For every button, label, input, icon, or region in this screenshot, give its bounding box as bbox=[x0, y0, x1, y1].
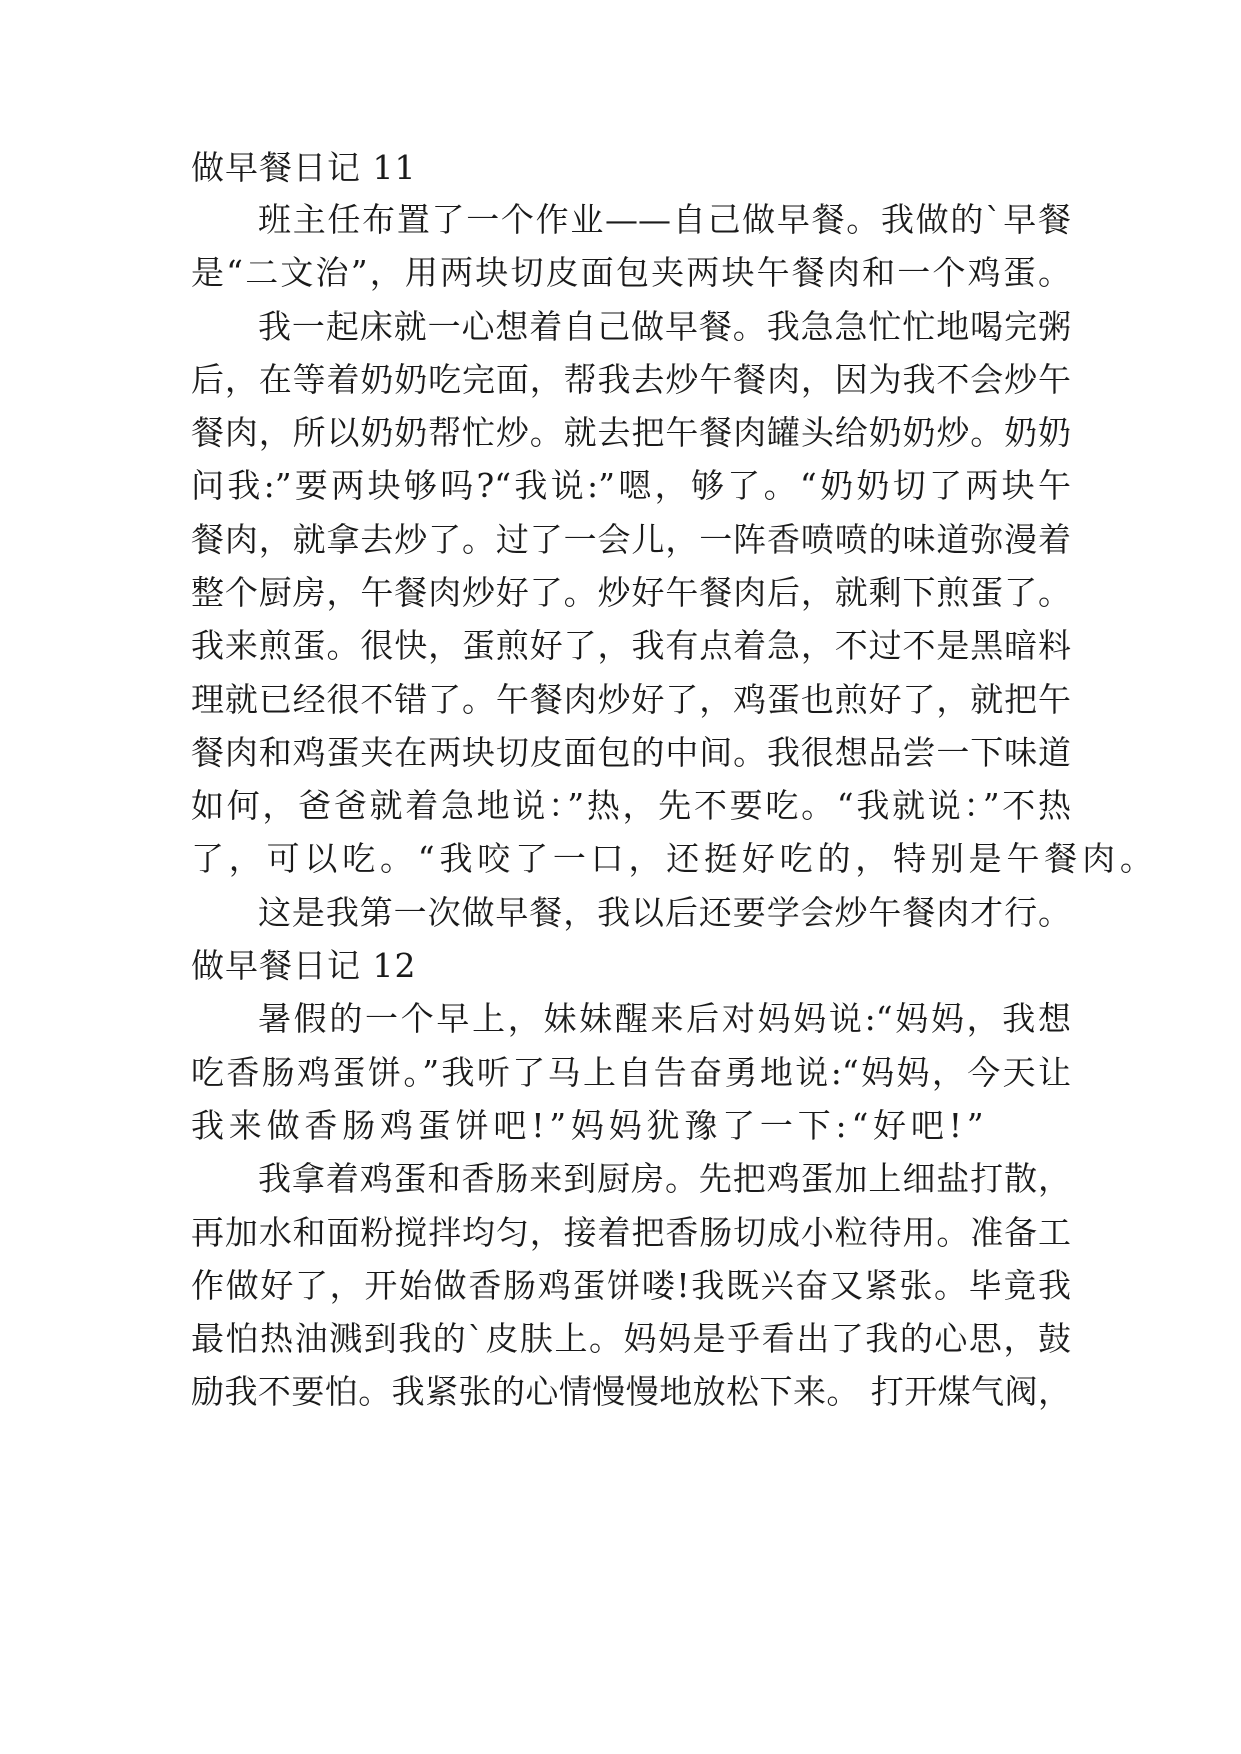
paragraph-line: 这是我第一次做早餐，我以后还要学会炒午餐肉才行。 bbox=[258, 893, 1071, 932]
paragraph-line: 再加水和面粉搅拌均匀，接着把香肠切成小粒待用。准备工 bbox=[191, 1213, 1071, 1252]
paragraph-line: 暑假的一个早上，妹妹醒来后对妈妈说:“妈妈，我想 bbox=[258, 999, 1071, 1038]
section-title: 做早餐日记 11 bbox=[191, 148, 417, 187]
paragraph-line: 整个厨房，午餐肉炒好了。炒好午餐肉后，就剩下煎蛋了。 bbox=[191, 573, 1071, 612]
paragraph-line: 了，可以吃。“我咬了一口，还挺好吃的，特别是午餐肉。 bbox=[191, 839, 1158, 878]
paragraph-line: 作做好了，开始做香肠鸡蛋饼喽!我既兴奋又紧张。毕竟我 bbox=[191, 1266, 1071, 1305]
paragraph-line: 问我:”要两块够吗?“我说:”嗯，够了。“奶奶切了两块午 bbox=[191, 466, 1071, 505]
paragraph-line: 最怕热油溅到我的`皮肤上。妈妈是乎看出了我的心思，鼓 bbox=[191, 1319, 1071, 1358]
paragraph-line: 我一起床就一心想着自己做早餐。我急急忙忙地喝完粥 bbox=[258, 307, 1071, 346]
paragraph-line: 我来做香肠鸡蛋饼吧!”妈妈犹豫了一下:“好吧!” bbox=[191, 1106, 989, 1145]
section-title: 做早餐日记 12 bbox=[191, 946, 417, 985]
paragraph-line: 后，在等着奶奶吃完面，帮我去炒午餐肉，因为我不会炒午 bbox=[191, 360, 1071, 399]
paragraph-line: 是“二文治”，用两块切皮面包夹两块午餐肉和一个鸡蛋。 bbox=[191, 253, 1071, 292]
paragraph-line: 餐肉，就拿去炒了。过了一会儿，一阵香喷喷的味道弥漫着 bbox=[191, 520, 1071, 559]
paragraph-line: 我拿着鸡蛋和香肠来到厨房。先把鸡蛋加上细盐打散， bbox=[258, 1159, 1071, 1198]
paragraph-line: 励我不要怕。我紧张的心情慢慢地放松下来。 打开煤气阀， bbox=[191, 1372, 1071, 1411]
paragraph-line: 班主任布置了一个作业——自己做早餐。我做的`早餐 bbox=[258, 200, 1071, 239]
paragraph-line: 理就已经很不错了。午餐肉炒好了，鸡蛋也煎好了，就把午 bbox=[191, 680, 1071, 719]
paragraph-line: 如何，爸爸就着急地说：”热，先不要吃。“我就说：”不热 bbox=[191, 786, 1071, 825]
paragraph-line: 餐肉和鸡蛋夹在两块切皮面包的中间。我很想品尝一下味道 bbox=[191, 733, 1071, 772]
paragraph-line: 餐肉，所以奶奶帮忙炒。就去把午餐肉罐头给奶奶炒。奶奶 bbox=[191, 413, 1071, 452]
paragraph-line: 我来煎蛋。很快，蛋煎好了，我有点着急，不过不是黑暗料 bbox=[191, 626, 1071, 665]
paragraph-line: 吃香肠鸡蛋饼。”我听了马上自告奋勇地说:“妈妈，今天让 bbox=[191, 1053, 1071, 1092]
